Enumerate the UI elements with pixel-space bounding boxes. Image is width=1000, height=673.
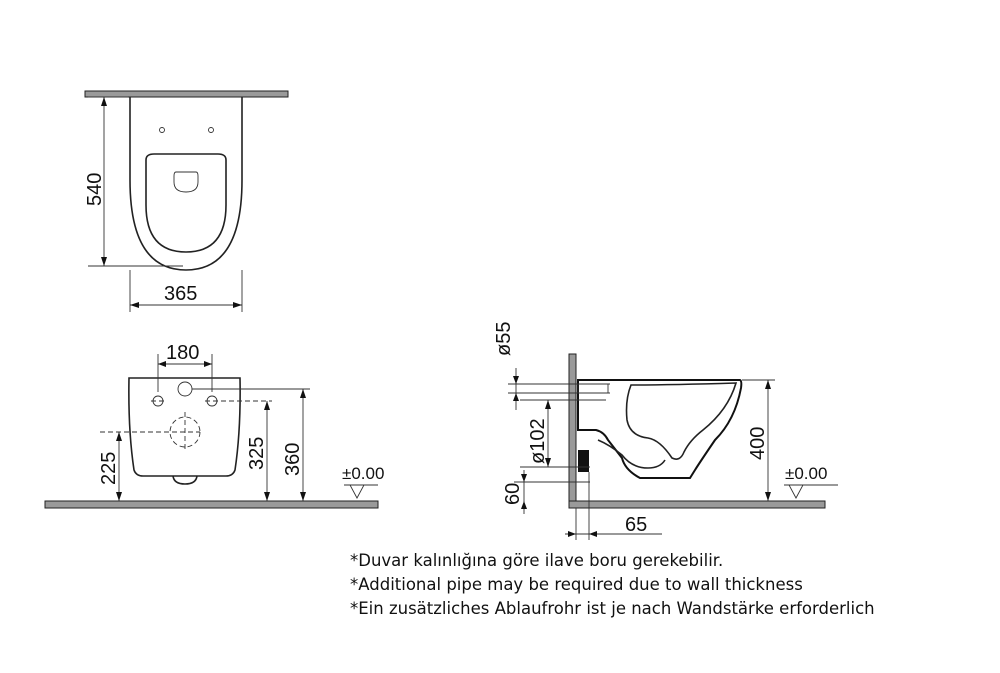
front-inlet-circle — [178, 382, 192, 396]
front-360-label: 360 — [282, 442, 304, 476]
front-225-label: 225 — [98, 451, 120, 485]
note-german: *Ein zusätzliches Ablaufrohr ist je nach Wandstärke erforderlich — [350, 599, 875, 618]
side-view-outlet-stub — [578, 450, 589, 472]
top-view-wall — [85, 91, 288, 97]
side-65-label: 65 — [625, 514, 648, 536]
front-325-label: 325 — [246, 436, 268, 470]
front-view-bowl-outline — [129, 378, 240, 476]
note-turkish: *Duvar kalınlığına göre ilave boru gerekebilir. — [350, 551, 724, 570]
top-width-label: 365 — [164, 283, 198, 305]
side-outlet-diameter-label: ø102 — [527, 418, 549, 464]
installation-notes — [350, 549, 995, 621]
side-level-marker — [789, 485, 803, 498]
front-view — [45, 342, 384, 508]
side-level-label: ±0.00 — [785, 464, 828, 483]
top-view-seat-hole-left — [160, 128, 165, 133]
side-60-label: 60 — [502, 482, 524, 505]
side-height-label: 400 — [747, 426, 769, 460]
note-english: *Additional pipe may be required due to wall thickness — [350, 575, 803, 594]
side-view-floor — [569, 501, 825, 508]
front-view-outlet — [173, 476, 197, 484]
side-view-wall — [569, 354, 576, 507]
front-bracket-label: 180 — [166, 342, 200, 364]
top-view-bowl-rim — [146, 154, 226, 252]
top-height-label: 540 — [84, 172, 106, 206]
front-view-floor — [45, 501, 378, 508]
top-view-seat-hole-right — [209, 128, 214, 133]
side-view — [493, 322, 838, 540]
front-level-label: ±0.00 — [342, 464, 385, 483]
side-inlet-label: ø55 — [493, 321, 515, 356]
top-view — [84, 91, 288, 312]
front-level-marker — [350, 485, 364, 498]
side-view-bowl-body — [578, 380, 741, 478]
top-view-flush-hole — [174, 172, 198, 192]
